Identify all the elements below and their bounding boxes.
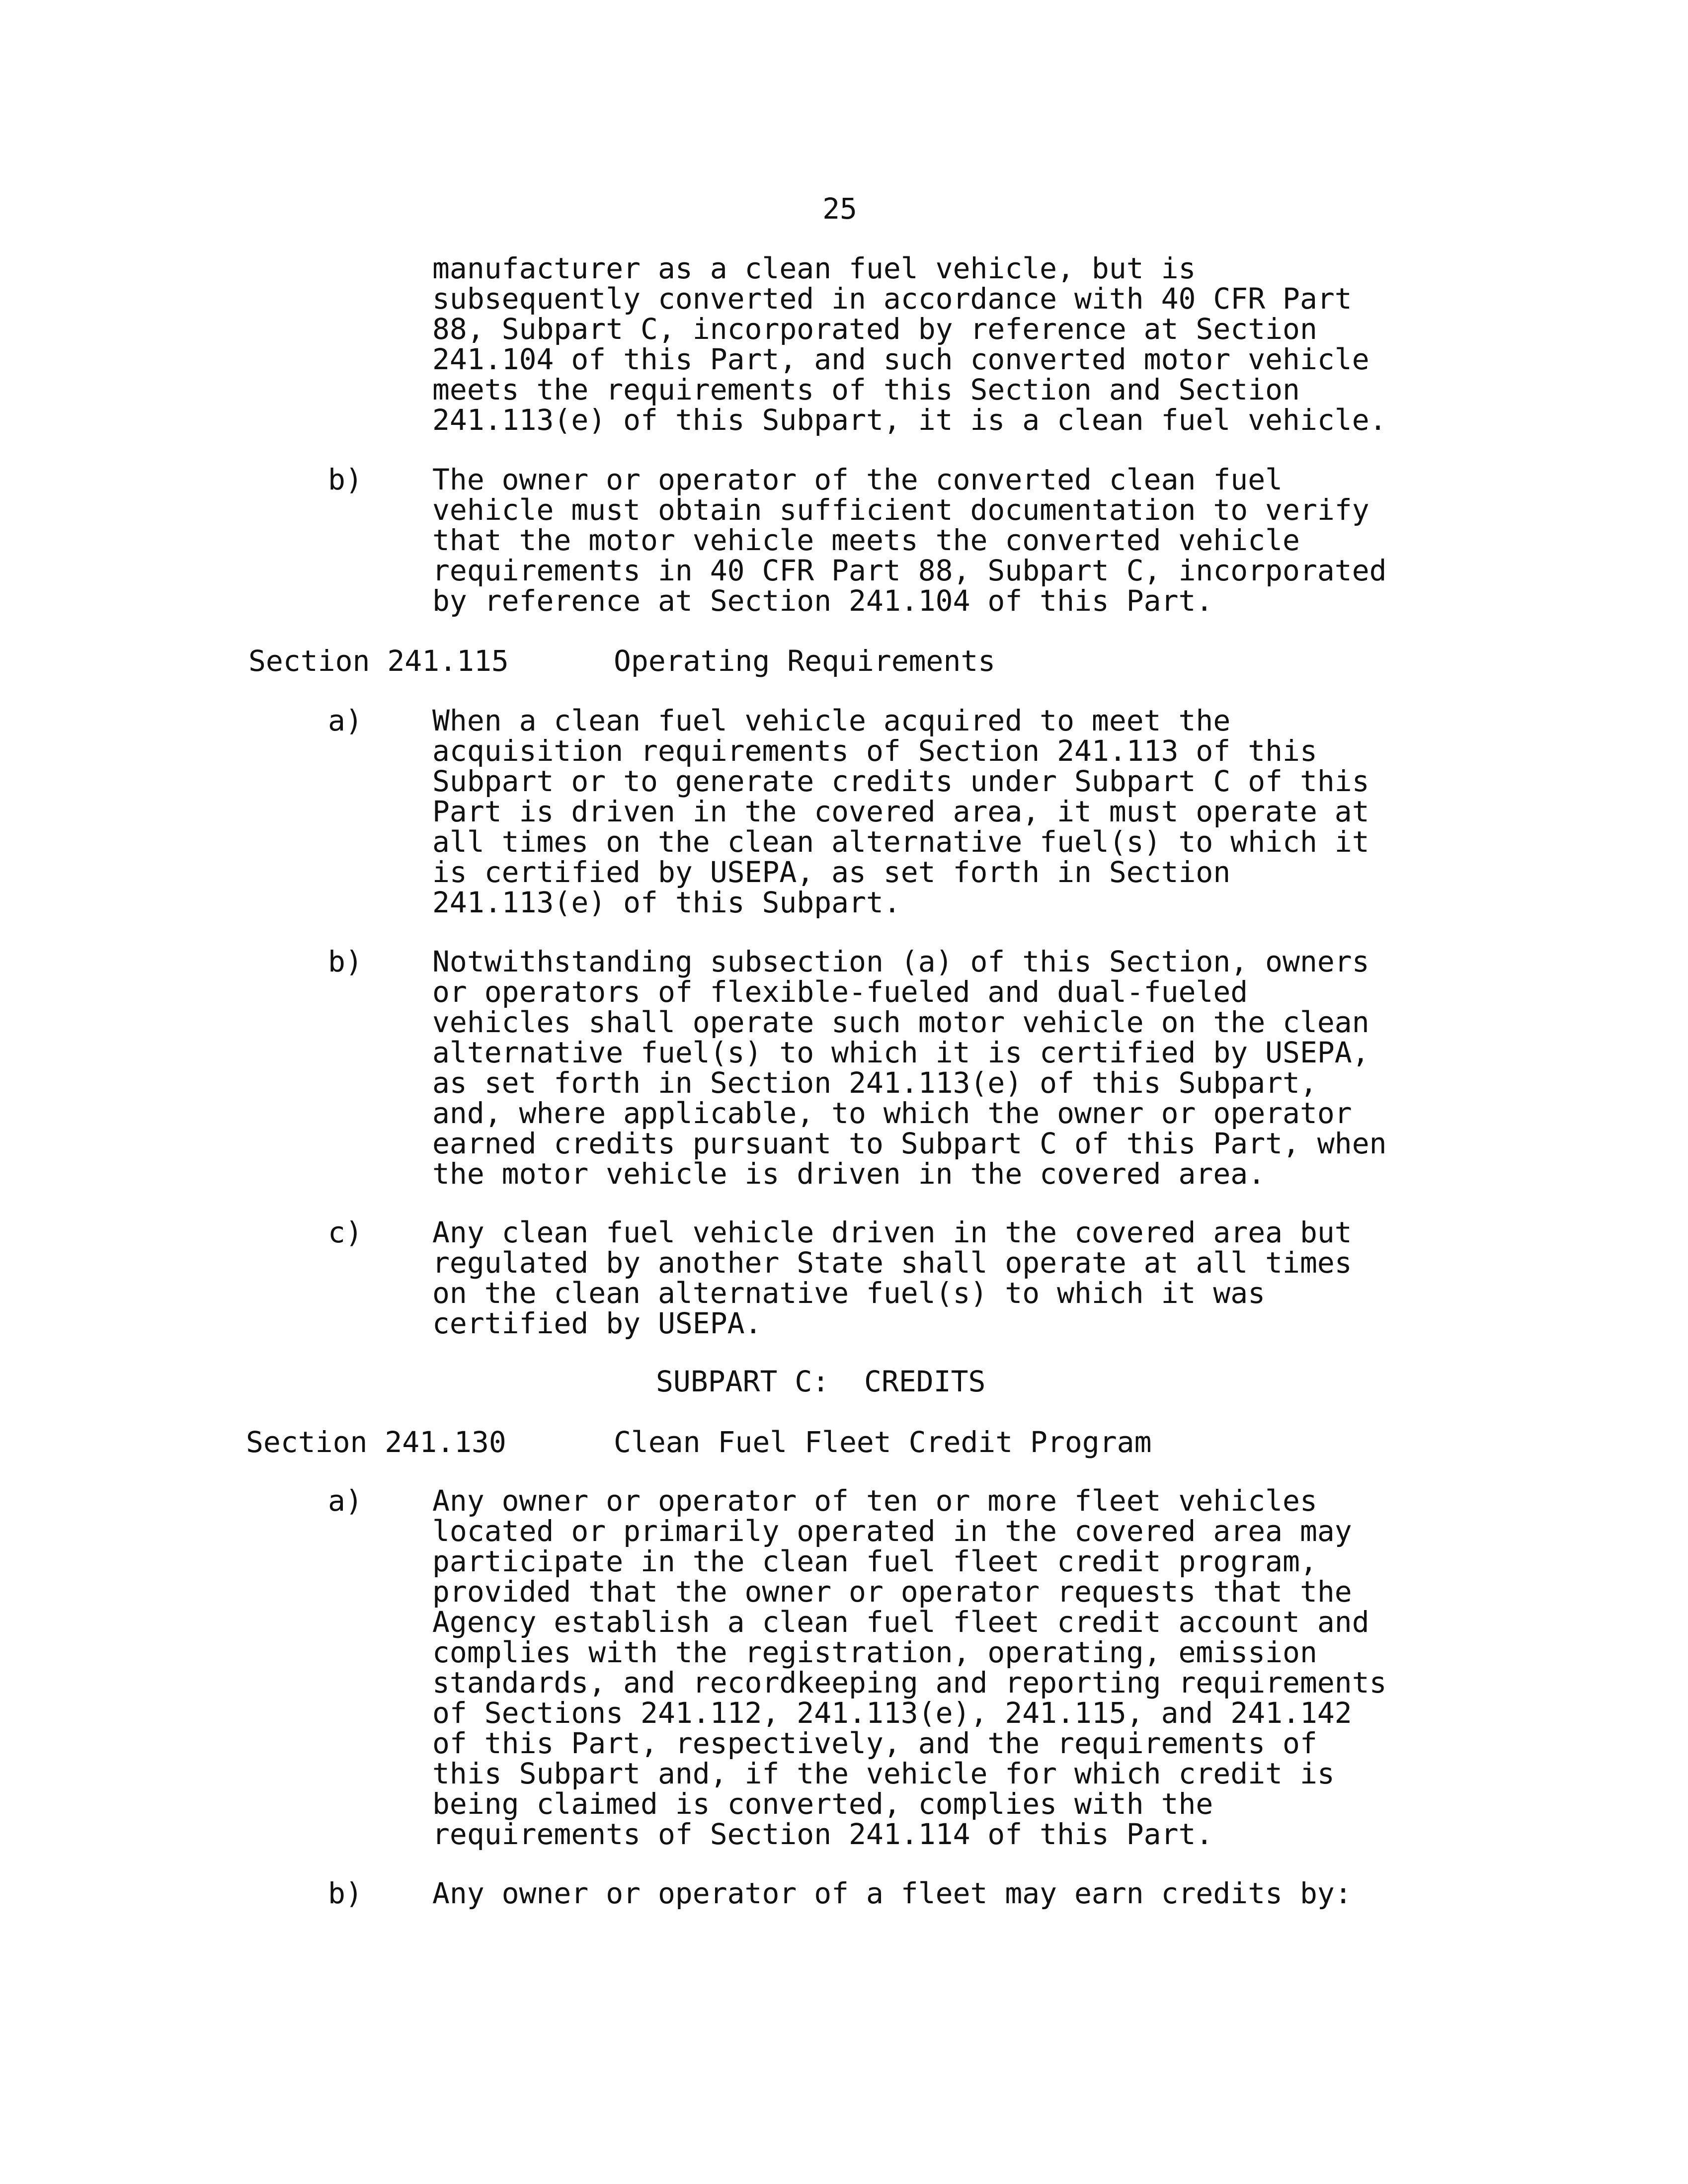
- section-number-241-115: Section 241.115: [248, 644, 509, 678]
- section-number-241-130: Section 241.130: [246, 1425, 506, 1459]
- item-label-114-b: b): [328, 463, 363, 496]
- page-number: 25: [822, 192, 857, 226]
- item-label-130-b: b): [328, 1876, 363, 1910]
- subpart-heading: SUBPART C: CREDITS: [656, 1365, 986, 1398]
- item-label-115-b: b): [328, 945, 363, 978]
- paragraph-115-c: Any clean fuel vehicle driven in the covered area but regulated by another State shall operate at all times on the clean alternative fuel(s) to which it was certified by USEPA.: [432, 1215, 1352, 1340]
- paragraph-114-b: The owner or operator of the converted clean fuel vehicle must obtain sufficient documentation to verify that the motor vehicle meets the converted vehicle requirements in 40 CFR Part 88, Subpart C, incorporated by reference at Section 241.104 of this Part.: [432, 463, 1387, 618]
- paragraph-115-b: Notwithstanding subsection (a) of this Section, owners or operators of flexible-fueled and dual-fueled vehicles shall operate such motor vehicle on the clean alternative fuel(s) to which it is certified by USEPA, as set forth in Section 241.113(e) of this Subpart, and, where applicable, to which the owner or operator earned credits pursuant to Subpart C of this Part, when the motor vehicle is driven in the covered area.: [432, 945, 1387, 1191]
- section-title-241-115: Operating Requirements: [614, 644, 996, 678]
- item-label-115-a: a): [328, 704, 363, 737]
- paragraph-130-a: Any owner or operator of ten or more fleet vehicles located or primarily operated in the covered area may participate in the clean fuel fleet credit program, provided that the owner or operator requests that the Agency establish a clean fuel fleet credit account and complies with the registration, operating, emission standards, and recordkeeping and reporting requirements of Sections 241.112, 241.113(e), 241.115, and 241.142 of this Part, respectively, and the requirements of this Subpart and, if the vehicle for which credit is being claimed is converted, complies with the requirements of Section 241.114 of this Part.: [432, 1484, 1387, 1851]
- paragraph-130-b: Any owner or operator of a fleet may earn credits by:: [432, 1876, 1352, 1910]
- item-label-130-a: a): [328, 1484, 363, 1518]
- section-title-241-130: Clean Fuel Fleet Credit Program: [614, 1425, 1152, 1459]
- item-label-115-c: c): [328, 1215, 363, 1249]
- continued-paragraph: manufacturer as a clean fuel vehicle, but is subsequently converted in accordance with 40 CFR Part 88, Subpart C, incorporated by reference at Section 241.104 of this Part, and such converted motor vehicle meets the requirements of this Section and Section 241.113(e) of this Subpart, it is a clean fuel vehicle.: [432, 251, 1387, 437]
- paragraph-115-a: When a clean fuel vehicle acquired to meet the acquisition requirements of Section 241.113 of this Subpart or to generate credits under Subpart C of this Part is driven in the covered area, it must operate at all times on the clean alternative fuel(s) to which it is certified by USEPA, as set forth in Section 241.113(e) of this Subpart.: [432, 704, 1369, 919]
